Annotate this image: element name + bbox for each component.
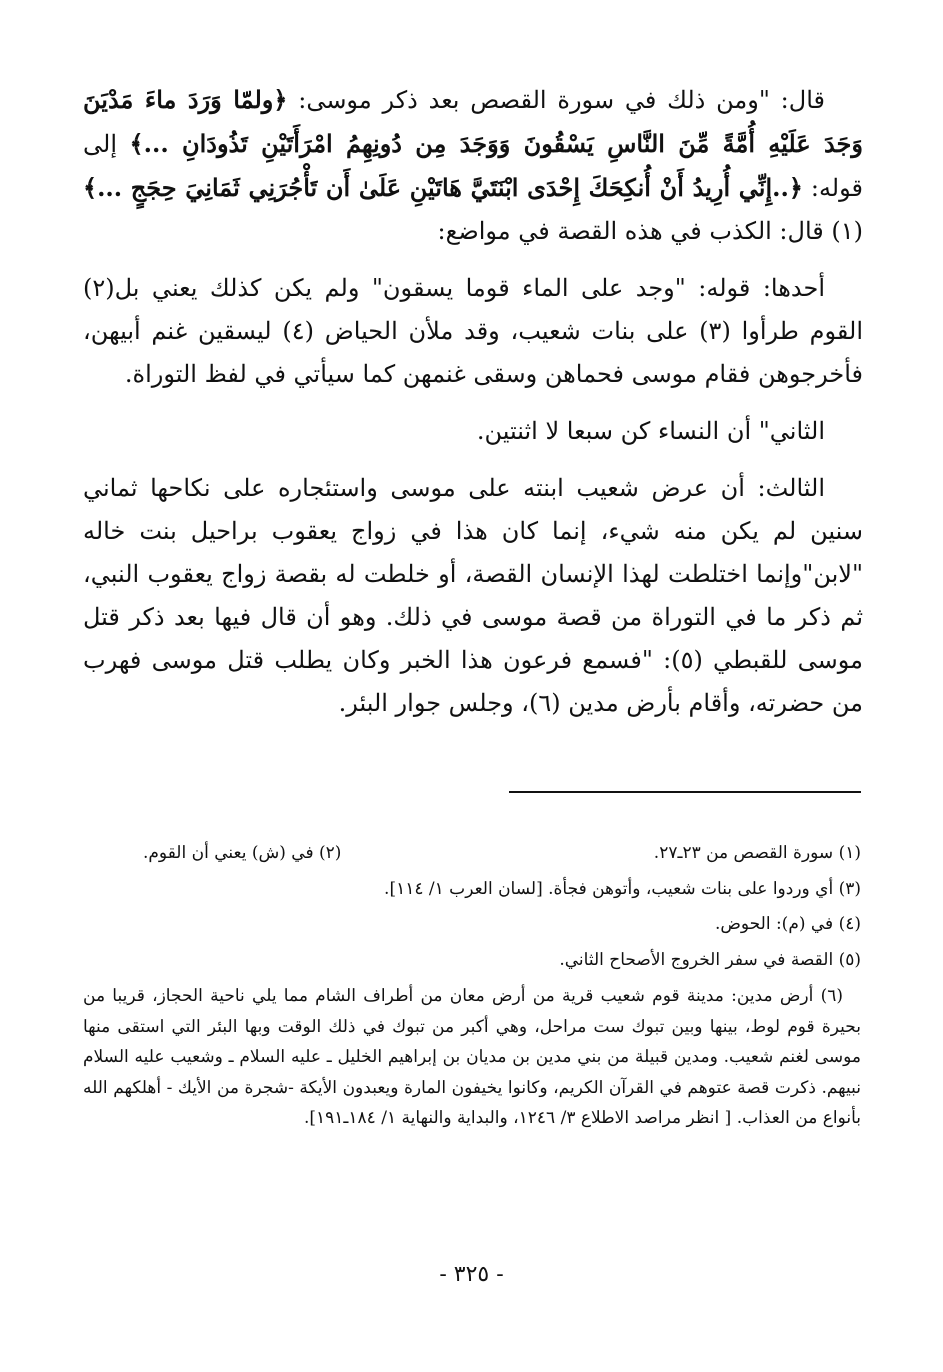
paragraph-4: الثالث: أن عرض شعيب ابنته على موسى واستئجاره على نكاحها ثماني سنين لم يكن منه شيء، إنما كان هذا في زواج يعقوب براحيل بنت خاله "لابن"وإنما اختلطت لهذا الإنسان القصة، أو خلطت له بقصة زواج يعقوب النبي، ثم ذكر ما في التوراة من قصة موسى في ذلك. وهو أن قال فيها بعد ذكر قتل موسى للقبطي (٥): "فسمع فرعون هذا الخبر وكان يطلب قتل موسى فهرب من حضرته، وأقام بأرض مدين (٦)، وجلس جوار البئر. [83, 474, 863, 717]
paragraph-1-end: (١) قال: الكذب في هذه القصة في مواضع: [437, 217, 863, 245]
page-number: - ٣٢٥ - [439, 1262, 504, 1287]
footnote-4: (٤) في (م): الحوض. [714, 914, 861, 934]
paragraph-1-middle: إلى قوله: [83, 130, 863, 202]
quran-quote-1: ﴿ولمّا وَرَدَ ماءَ مَدْيَنَ وَجَدَ عَلَيْهِ أُمَّةً مِّنَ النَّاسِ يَسْقُونَ وَوَجَدَ مِن دُونِهِمُ امْرَأَتَيْنِ تَذُودَانِ ...﴾ [83, 85, 863, 158]
footnotes [83, 838, 861, 1139]
footnote-3: (٣) أي وردوا على بنات شعيب، وأتوهن فجأة. [لسان العرب ١/ ١١٤]. [384, 878, 861, 899]
paragraph-3: الثاني" أن النساء كن سبعا لا اثنتين. [476, 417, 825, 445]
footnote-5: (٥) القصة في سفر الخروج الأصحاح الثاني. [559, 949, 861, 970]
paragraph-1-intro: قال: "ومن ذلك في سورة القصص بعد ذكر موسى: [287, 86, 825, 114]
quran-quote-2: ﴿..إِنِّي أُرِيدُ أَنْ أُنكِحَكَ إِحْدَى ابْنَتَيَّ هَاتَيْنِ عَلَىٰ أَن تَأْجُرَنِي ثَمَانِيَ حِجَجٍ ...﴾ [83, 173, 803, 202]
footnote-1: (١) سورة القصص من ٢٣ـ٢٧. [653, 843, 861, 863]
main-text [83, 78, 863, 739]
footnote-divider [509, 791, 861, 793]
paragraph-1 [83, 78, 863, 253]
footnote-row-1-2 [83, 838, 861, 869]
footnote-2: (٢) في (ش) يعني أن القوم. [143, 843, 342, 863]
footnote-6: (٦) أرض مدين: مدينة قوم شعيب قرية من أرض معان من أطراف الشام مما يلي ناحية الحجاز، قريبا من بحيرة قوم لوط، بينها وبين تبوك ست مراحل، وهي أكبر من تبوك في ذلك الوقت وبها البئر التي استقى منها موسى لغنم شعيب. ومدين قبيلة من بني مدين بن مديان بن إبراهيم الخليل ـ عليه السلام ـ وشعيب عليه السلام نبيهم. ذكرت قصة عتوهم في القرآن الكريم، وكانوا يخيفون المارة ويعبدون الأيكة -شجرة من الأيك - أهلكهم الله بأنواع من العذاب. [ انظر مراصد الاطلاع ٣/ ١٢٤٦، والبداية والنهاية ١/ ١٨٤ـ١٩١]. [83, 986, 861, 1128]
paragraph-2: أحدها: قوله: "وجد على الماء قوما يسقون" ولم يكن كذلك يعني بل(٢) القوم طرأوا (٣) على بنات شعيب، وقد ملأن الحياض (٤) ليسقين غنم أبيهن، فأخرجوهن فقام موسى فحماهن وسقى غنمهن كما سيأتي في لفظ التوراة. [83, 274, 863, 388]
